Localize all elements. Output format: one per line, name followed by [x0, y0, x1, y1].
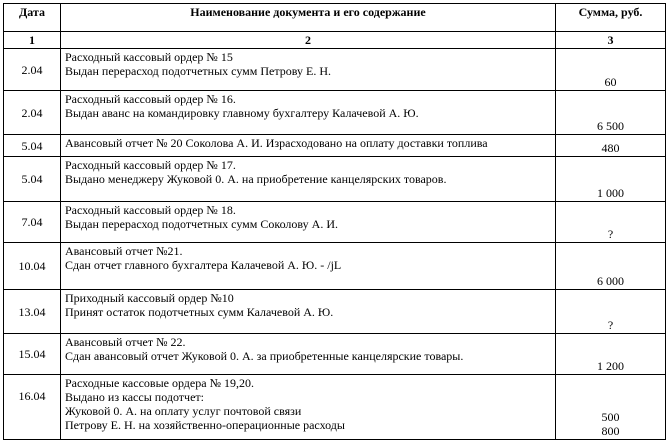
table-row: [4, 91, 666, 135]
row-sum: [556, 49, 666, 91]
description-line: Петрову Е. Н. на хозяйственно-операционные расходы: [65, 418, 345, 432]
description-line: Выдан аванс на командировку главному бухгалтеру Калачевой А. Ю.: [65, 106, 419, 120]
description-line: Сдан авансовый отчет Жуковой 0. А. за приобретенные канцелярские товары.: [65, 349, 464, 363]
table-row: [4, 243, 666, 290]
table-row: [4, 157, 666, 202]
row-description: [61, 290, 556, 334]
row-sum: [556, 243, 666, 290]
sum-value: ?: [607, 227, 614, 241]
sum-value: 1 200: [597, 359, 624, 373]
description-line: Выдан перерасход подотчетных сумм Соколову А. И.: [65, 217, 338, 231]
sum-value: 800: [601, 424, 620, 438]
description-line: Приходный кассовый ордер №10: [65, 291, 234, 305]
row-date: 5.04: [4, 157, 61, 202]
description-line: Авансовый отчет №21.: [65, 244, 183, 258]
description-line: Жуковой 0. А. на оплату услуг почтовой связи: [65, 404, 302, 418]
row-sum: [556, 157, 666, 202]
row-sum: [556, 91, 666, 135]
row-description: [61, 157, 556, 202]
table-row: [4, 375, 666, 440]
row-description: [61, 202, 556, 243]
description-line: Выдано менеджеру Жуковой 0. А. на приобретение канцелярских товаров.: [65, 172, 447, 186]
row-description: [61, 375, 556, 440]
row-date: 2.04: [4, 91, 61, 135]
row-description: [61, 334, 556, 375]
row-date: 2.04: [4, 49, 61, 91]
row-sum: [556, 135, 666, 157]
row-description: [61, 243, 556, 290]
row-sum: [556, 290, 666, 334]
row-description: [61, 49, 556, 91]
description-line: Авансовый отчет № 22.: [65, 335, 186, 349]
table-row: [4, 49, 666, 91]
description-line: Авансовый отчет № 20 Соколова А. И. Израсходовано на оплату доставки топлива: [65, 136, 488, 150]
table-row: [4, 290, 666, 334]
column-number: 1: [4, 32, 61, 49]
row-sum: [556, 375, 666, 440]
header-row: [4, 4, 666, 32]
sum-value: 6 500: [597, 119, 624, 133]
description-line: Сдан отчет главного бухгалтера Калачевой А. Ю. - /jL: [65, 258, 342, 272]
row-sum: [556, 334, 666, 375]
row-description: [61, 135, 556, 157]
row-date: 5.04: [4, 135, 61, 157]
description-line: Принят остаток подотчетных сумм Калачевой А. Ю.: [65, 305, 334, 319]
description-line: Расходный кассовый ордер № 15: [65, 50, 233, 64]
description-line: Выдан перерасход подотчетных сумм Петрову Е. Н.: [65, 64, 331, 78]
cash-ledger-table: [3, 3, 666, 440]
row-date: 7.04: [4, 202, 61, 243]
row-date: 15.04: [4, 334, 61, 375]
sum-value: ?: [607, 318, 614, 332]
column-number: 2: [61, 32, 556, 49]
row-sum: [556, 202, 666, 243]
header-sum: Сумма, руб.: [556, 4, 666, 32]
sum-value: 500: [601, 410, 620, 424]
description-line: Расходный кассовый ордер № 16.: [65, 92, 236, 106]
sum-value: 6 000: [597, 274, 624, 288]
description-line: Выдано из кассы подотчет:: [65, 390, 204, 404]
column-number: 3: [556, 32, 666, 49]
description-line: Расходный кассовый ордер № 17.: [65, 158, 236, 172]
column-number-row: [4, 32, 666, 49]
table-row: [4, 202, 666, 243]
row-date: 13.04: [4, 290, 61, 334]
sum-value: 60: [604, 75, 617, 89]
table-row: [4, 135, 666, 157]
description-line: Расходные кассовые ордера № 19,20.: [65, 376, 255, 390]
header-date: Дата: [4, 4, 61, 32]
row-date: 16.04: [4, 375, 61, 440]
sum-value: 1 000: [597, 186, 624, 200]
table-row: [4, 334, 666, 375]
header-name: Наименование документа и его содержание: [61, 4, 556, 32]
description-line: Расходный кассовый ордер № 18.: [65, 203, 236, 217]
row-date: 10.04: [4, 243, 61, 290]
sum-value: 480: [601, 141, 620, 155]
row-description: [61, 91, 556, 135]
